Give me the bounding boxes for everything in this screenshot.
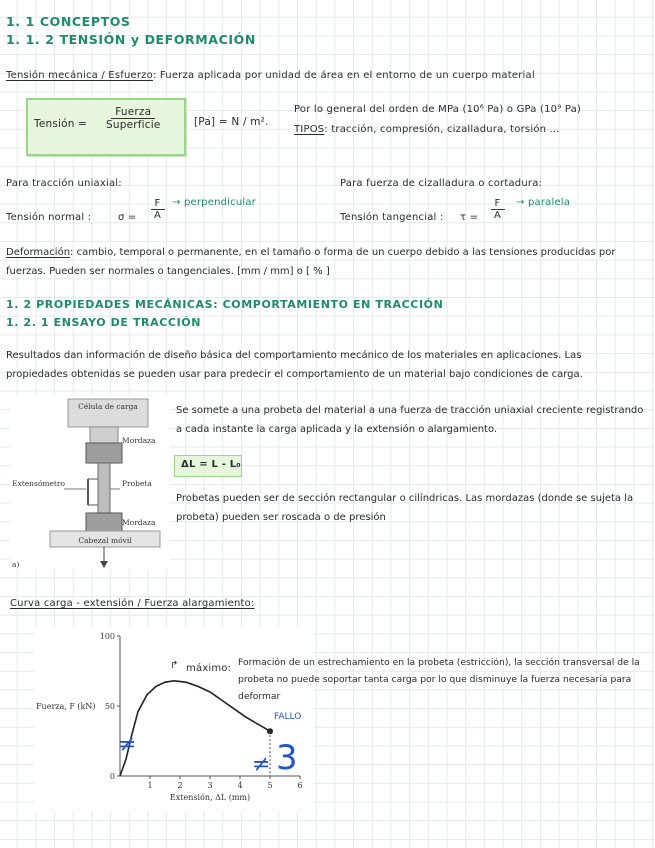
chart-x-tick-label: 2	[177, 781, 183, 790]
tension-order: Por lo general del orden de MPa (10⁶ Pa) o GPa (10⁹ Pa)	[294, 104, 582, 115]
shear-note: → paralela	[516, 197, 571, 208]
uniaxial-denominator: A	[154, 210, 162, 221]
maximo-label: máximo:	[186, 663, 232, 674]
deformacion-term: Deformación	[6, 247, 71, 258]
chart-xlabel: Extensión, ΔL (mm)	[169, 793, 251, 802]
label-mordaza-bottom: Mordaza	[122, 518, 156, 527]
tension-tipos	[294, 124, 560, 135]
tensile-machine-drawing	[10, 395, 170, 570]
label-panel: a)	[12, 560, 20, 569]
shear-fraction	[490, 198, 505, 221]
label-mordaza-top: Mordaza	[122, 436, 156, 445]
deformacion-text: : cambio, temporal o permanente, en el tamaño o forma de un cuerpo debido a las tensiones producidas por fuerzas. Pueden ser normales o tangenciales. [mm / mm] o [ % ]	[6, 247, 616, 277]
tension-formula-box	[26, 98, 186, 156]
chart-ylabel: Fuerza, F (kN)	[36, 702, 96, 711]
top-grip-shape	[86, 443, 122, 463]
shear-label: Tensión tangencial :	[340, 212, 444, 223]
curve-heading: Curva carga - extensión / Fuerza alargamiento:	[10, 598, 255, 609]
tension-formula-label: Tensión =	[34, 118, 88, 130]
uniaxial-note: → perpendicular	[172, 197, 256, 208]
chart-x-tick-label: 1	[147, 781, 153, 790]
maximo-arrow: ↱	[170, 660, 179, 671]
ensayo-intro: Resultados dan información de diseño básica del comportamiento mecánico de los materiales en aplicaciones. Las propiedades obtenidas se pueden usar para predecir el comportamiento de un material bajo condiciones de carga.	[6, 350, 583, 380]
uniaxial-heading: Para tracción uniaxial:	[6, 178, 122, 189]
uniaxial-label: Tensión normal :	[6, 212, 92, 223]
label-celula: Célula de carga	[78, 402, 138, 411]
uniaxial-symbol: σ =	[118, 212, 137, 223]
chart-y-tick-label: 50	[104, 702, 115, 711]
ensayo-somete: Se somete a una probeta del material a una fuerza de tracción uniaxial creciente registrando a cada instante la carga aplicada y la extensión o alargamiento.	[176, 405, 644, 435]
chart-annotation-fallo: FALLO	[274, 712, 302, 723]
chart-y-tick-label: 100	[99, 632, 115, 641]
label-cabezal: Cabezal móvil	[78, 536, 132, 545]
tipos-label: TIPOS	[294, 124, 325, 135]
tension-term: Tensión mecánica / Esfuerzo	[6, 70, 153, 81]
uniaxial-fraction	[150, 198, 165, 221]
delta-formula-box	[174, 455, 242, 477]
tensile-machine-figure	[10, 395, 170, 570]
section-heading-1-1: 1. 1 CONCEPTOS	[6, 14, 131, 29]
chart-x-tick-label: 6	[297, 781, 303, 790]
shear-heading: Para fuerza de cizalladura o cortadura:	[340, 178, 543, 189]
crosshead-arrow-head	[100, 561, 108, 568]
bottom-grip-shape	[86, 513, 122, 531]
maximo-text: Formación de un estrechamiento en la probeta (estricción), la sección transversal de la probeta no puede soportar tanta carga por lo que disminuye la fuerza necesaria para deformar	[238, 657, 640, 702]
failure-equals-mark: ≠	[252, 752, 271, 777]
tension-definition	[6, 70, 535, 81]
chart-x-tick-label: 3	[207, 781, 213, 790]
section-heading-1-2-1: 1. 2. 1 ENSAYO DE TRACCIÓN	[6, 316, 202, 329]
label-probeta: Probeta	[122, 479, 152, 488]
elastic-equals-mark: ≠	[118, 732, 137, 757]
chart-x-tick-label: 4	[237, 781, 243, 790]
tension-definition-text: : Fuerza aplicada por unidad de área en el entorno de un cuerpo material	[152, 70, 535, 81]
shear-denominator: A	[494, 210, 502, 221]
chart-x-tick-label: 5	[267, 781, 273, 790]
shear-numerator: F	[491, 198, 505, 210]
tension-units: [Pa] = N / m².	[194, 116, 269, 128]
label-extensometro: Extensómetro	[12, 479, 66, 488]
delta-formula: ΔL = L - L₀	[181, 459, 241, 470]
tipos-text: : tracción, compresión, cizalladura, torsión ...	[324, 124, 560, 135]
section-heading-1-2: 1. 2 PROPIEDADES MECÁNICAS: COMPORTAMIENTO EN TRACCIÓN	[6, 298, 444, 311]
specimen-shape	[98, 463, 110, 515]
tension-formula-numerator: Fuerza	[111, 106, 155, 119]
section-heading-1-1-2: 1. 1. 2 TENSIÓN y DEFORMACIÓN	[6, 32, 256, 47]
shear-symbol: τ =	[460, 212, 479, 223]
uniaxial-numerator: F	[151, 198, 165, 210]
tension-formula-denominator: Superficie	[106, 119, 161, 131]
deformacion-paragraph	[6, 244, 646, 281]
failure-three-mark: 3	[276, 738, 298, 778]
ensayo-probetas: Probetas pueden ser de sección rectangular o cilíndricas. Las mordazas (donde se sujeta la probeta) pueden ser roscada o de presión	[176, 493, 634, 523]
tension-formula-fraction	[102, 106, 165, 131]
top-grip-upper	[90, 427, 118, 445]
chart-y-tick-label: 0	[109, 772, 115, 781]
